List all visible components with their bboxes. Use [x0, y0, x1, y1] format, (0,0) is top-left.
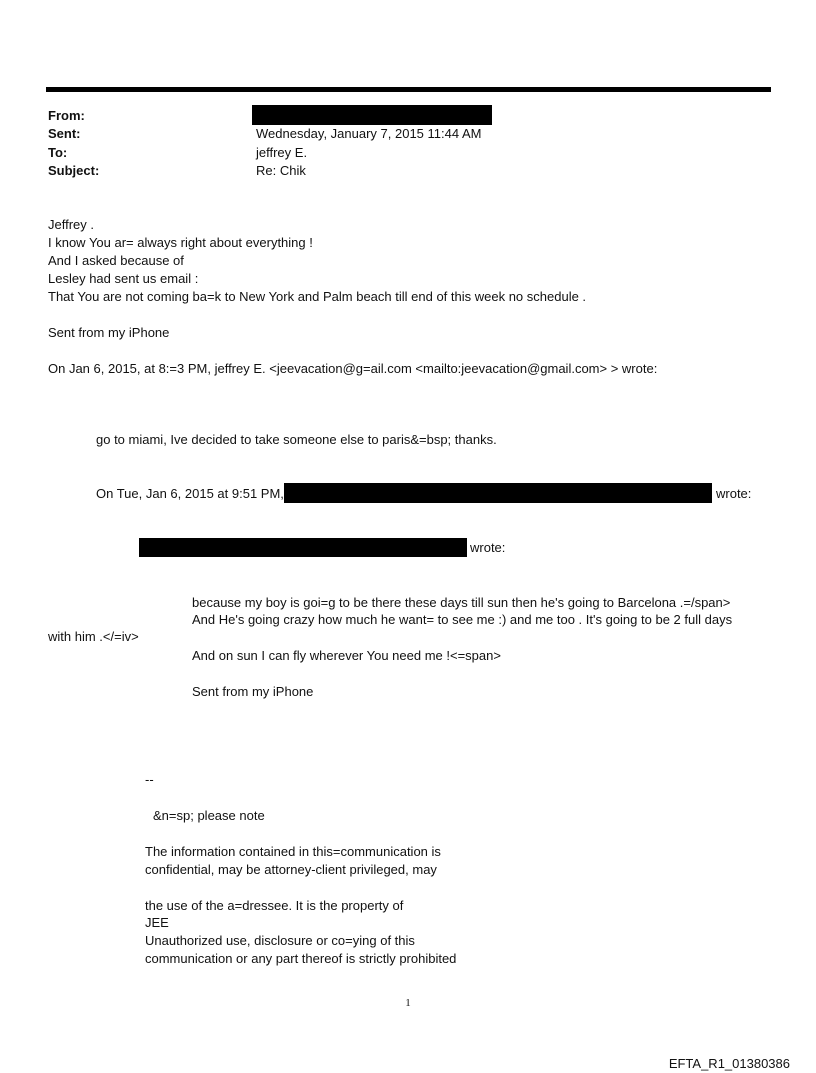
page-number: 1: [405, 997, 411, 1009]
bates-number: EFTA_R1_01380386: [668, 1056, 790, 1071]
to-label: To:: [48, 145, 68, 160]
quote-line: because my boy is goi=g to be there these days till sun then he's going to Barcelona .=/span>: [192, 595, 731, 610]
body-line: I know You ar= always right about everything !: [48, 235, 313, 250]
sent-from-iphone: Sent from my iPhone: [48, 325, 170, 340]
disclaimer-line: The information contained in this=communication is: [145, 844, 441, 859]
subject-label: Subject:: [48, 163, 100, 178]
from-label: From:: [48, 108, 85, 123]
from-redaction: [252, 105, 492, 125]
disclaimer-line: the use of the a=dressee. It is the property of: [145, 898, 404, 913]
quote-line: And on sun I can fly wherever You need me !<=span>: [192, 648, 501, 663]
please-note: &n=sp; please note: [153, 808, 265, 823]
quote-line: go to miami, Ive decided to take someone else to paris&=bsp; thanks.: [96, 432, 497, 447]
disclaimer-line: communication or any part thereof is strictly prohibited: [145, 951, 457, 966]
disclaimer-line: confidential, may be attorney-client privileged, may: [145, 862, 437, 877]
quote-intro: On Jan 6, 2015, at 8:=3 PM, jeffrey E. <jeevacation@g=ail.com <mailto:jeevacation@gmail.com> > wrote:: [48, 361, 658, 376]
quote-intro-suffix: wrote:: [716, 486, 752, 501]
body-line: Lesley had sent us email :: [48, 271, 199, 286]
quote-line: And He's going crazy how much he want= to see me :) and me too . It's going to be 2 full days: [192, 612, 733, 627]
sent-value: Wednesday, January 7, 2015 11:44 AM: [256, 126, 482, 141]
body-line: And I asked because of: [48, 253, 184, 268]
body-line: That You are not coming ba=k to New York and Palm beach till end of this week no schedule .: [48, 289, 587, 304]
quote-wrote: wrote:: [470, 540, 506, 555]
disclaimer-line: JEE: [145, 915, 169, 930]
quote-line-continued: with him .</=iv>: [48, 629, 139, 644]
subject-value: Re: Chik: [256, 163, 306, 178]
body-line: Jeffrey .: [48, 217, 95, 232]
disclaimer-line: Unauthorized use, disclosure or co=ying of this: [145, 933, 415, 948]
sender-redaction: [284, 483, 712, 503]
sent-from-iphone: Sent from my iPhone: [192, 684, 314, 699]
signature-dashes: --: [145, 772, 154, 787]
quote-intro-prefix: On Tue, Jan 6, 2015 at 9:51 PM,: [96, 486, 284, 501]
sender-redaction: [139, 538, 467, 557]
to-value: jeffrey E.: [256, 145, 308, 160]
header-rule: [46, 87, 771, 92]
sent-label: Sent:: [48, 126, 81, 141]
